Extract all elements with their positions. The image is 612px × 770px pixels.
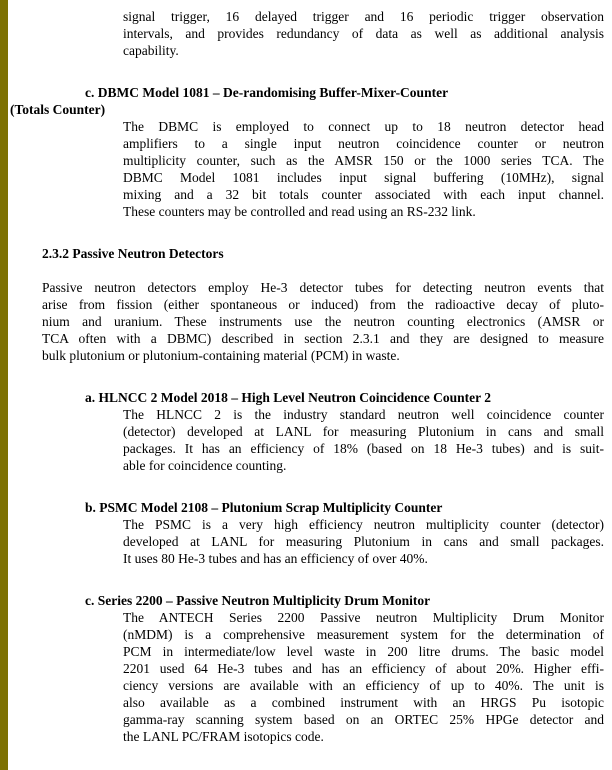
text-line: The DBMC is employed to connect up to 18 neutron detector head (123, 119, 604, 134)
subheading-series-2200: c. Series 2200 – Passive Neutron Multiplicity Drum Monitor (85, 593, 431, 608)
text-line: amplifiers to a single input neutron coincidence counter or neutron (123, 136, 604, 151)
text-line: multiplicity counter, such as the AMSR 150 or the 1000 series TCA. The (123, 153, 604, 168)
subheading-dbmc (0, 84, 612, 118)
paragraph-hlncc (123, 406, 604, 474)
text-line: (detector) developed at LANL for measuring Plutonium in cans and small (123, 424, 604, 439)
subheading-hlncc: a. HLNCC 2 Model 2018 – High Level Neutron Coincidence Counter 2 (85, 390, 491, 405)
text-line: These counters may be controlled and read using an RS-232 link. (123, 204, 476, 219)
text-line: It uses 80 He-3 tubes and has an efficiency of over 40%. (123, 551, 428, 566)
paragraph-psmc (123, 516, 604, 567)
text-line: gamma-ray scanning system based on an ORTEC 25% HPGe detector and (123, 712, 604, 727)
text-line: capability. (123, 43, 179, 58)
text-line: also available as a combined instrument with an HRGS Pu isotopic (123, 695, 604, 710)
text-line: arise from fission (either spontaneous or induced) from the radioactive decay of pluto- (42, 297, 604, 312)
text-line: DBMC Model 1081 includes input signal buffering (10MHz), signal (123, 170, 604, 185)
text-line: (nMDM) is a comprehensive measurement system for the determination of (123, 627, 604, 642)
paragraph-passive-neutron (42, 279, 604, 364)
text-line: The PSMC is a very high efficiency neutron multiplicity counter (detector) (123, 517, 604, 532)
text-line: able for coincidence counting. (123, 458, 287, 473)
subheading-psmc: b. PSMC Model 2108 – Plutonium Scrap Multiplicity Counter (85, 500, 443, 515)
text-line: signal trigger, 16 delayed trigger and 16 periodic trigger observation (123, 9, 604, 24)
text-line: Passive neutron detectors employ He-3 detector tubes for detecting neutron events that (42, 280, 604, 295)
subheading-dbmc-line1: c. DBMC Model 1081 – De-randomising Buffer-Mixer-Counter (85, 85, 449, 100)
text-line: bulk plutonium or plutonium-containing material (PCM) in waste. (42, 348, 400, 363)
text-line: TCA often with a DBMC) described in section 2.3.1 and they are designed to measure (42, 331, 604, 346)
paragraph-dbmc (123, 118, 604, 220)
text-line: The HLNCC 2 is the industry standard neutron well coincidence counter (123, 407, 604, 422)
text-line: the LANL PC/FRAM isotopics code. (123, 729, 324, 744)
text-line: mixing and a 32 bit totals counter associated with each input channel. (123, 187, 604, 202)
text-line: packages. It has an efficiency of 18% (based on 18 He-3 tubes) and is suit- (123, 441, 604, 456)
section-heading-2-3-2: 2.3.2 Passive Neutron Detectors (42, 246, 224, 261)
text-line: 2201 used 64 He-3 tubes and has an efficiency of about 20%. Higher effi- (123, 661, 604, 676)
subheading-dbmc-line2: (Totals Counter) (10, 102, 106, 117)
text-line: intervals, and provides redundancy of data as well as additional analysis (123, 26, 604, 41)
text-line: developed at LANL for measuring Plutonium in cans and small packages. (123, 534, 604, 549)
text-line: The ANTECH Series 2200 Passive neutron Multiplicity Drum Monitor (123, 610, 604, 625)
text-line: nium and uranium. These instruments use the neutron counting electronics (AMSR or (42, 314, 604, 329)
text-line: ciency versions are available with an efficiency of up to 40%. The unit is (123, 678, 604, 693)
paragraph-series-2200 (123, 609, 604, 745)
page-content (0, 8, 612, 745)
text-line: PCM in intermediate/low level waste in 200 litre drums. The basic model (123, 644, 604, 659)
paragraph-intro-continuation (123, 8, 604, 59)
